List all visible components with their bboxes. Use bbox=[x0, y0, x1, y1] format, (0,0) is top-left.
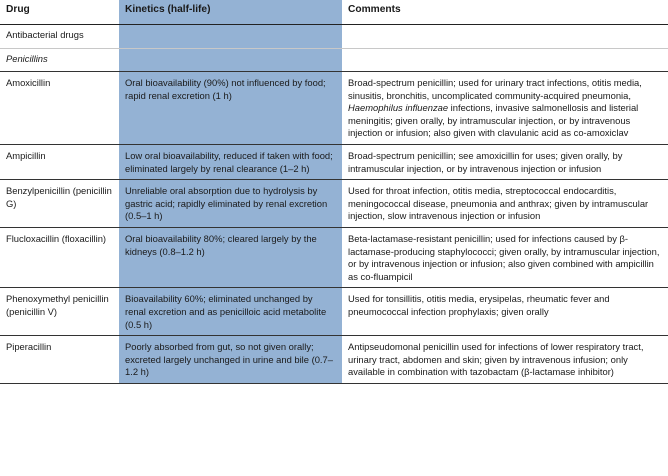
drug-name: Flucloxacillin (floxacillin) bbox=[0, 227, 119, 287]
kinetics-cell: Unreliable oral absorption due to hydrolysis by gastric acid; rapidly eliminated by renal excretion (0.5–1 h) bbox=[119, 180, 342, 228]
header-kinetics: Kinetics (half-life) bbox=[119, 0, 342, 25]
kinetics-cell: Bioavailability 60%; eliminated unchanged by renal excretion and as penicilloic acid metabolite (0.5 h) bbox=[119, 288, 342, 336]
drug-name: Ampicillin bbox=[0, 144, 119, 179]
drug-name: Amoxicillin bbox=[0, 72, 119, 145]
subsection-row bbox=[0, 49, 668, 72]
section-row bbox=[0, 25, 668, 49]
table-row bbox=[0, 288, 668, 336]
drug-name: Benzylpenicillin (penicillin G) bbox=[0, 180, 119, 228]
comments-cell: Used for tonsillitis, otitis media, erysipelas, rheumatic fever and pneumococcal infection prophylaxis; given orally bbox=[342, 288, 668, 336]
table-row bbox=[0, 227, 668, 287]
kinetics-cell: Low oral bioavailability, reduced if taken with food; eliminated largely by renal clearance (1–2 h) bbox=[119, 144, 342, 179]
comments-cell: Broad-spectrum penicillin; used for urinary tract infections, otitis media, sinusitis, bronchitis, uncomplicated community-acquired pneumonia, Haemophilus influenzae infections, invasive salmonellosis and listerial meningitis; given orally, by intramuscular injection, or by intravenous injection or infusion; also given with clavulanic acid as co-amoxiclav bbox=[342, 72, 668, 145]
table-row bbox=[0, 144, 668, 179]
kinetics-cell: Poorly absorbed from gut, so not given orally; excreted largely unchanged in urine and bile (0.7–1.2 h) bbox=[119, 336, 342, 384]
comments-cell: Used for throat infection, otitis media, streptococcal endocarditis, meningococcal disease, pneumonia and anthrax; given by intramuscular injection, slow intravenous injection or infusion bbox=[342, 180, 668, 228]
table-row bbox=[0, 336, 668, 384]
header-row bbox=[0, 0, 668, 25]
comments-cell: Antipseudomonal penicillin used for infections of lower respiratory tract, urinary tract, abdomen and skin; given by intravenous infusion; only available in combination with tazobactam (β-lactamase inhibitor) bbox=[342, 336, 668, 384]
section-label: Antibacterial drugs bbox=[6, 29, 84, 40]
kinetics-cell: Oral bioavailability 80%; cleared largely by the kidneys (0.8–1.2 h) bbox=[119, 227, 342, 287]
header-drug: Drug bbox=[0, 0, 119, 25]
table-row bbox=[0, 72, 668, 145]
header-comments: Comments bbox=[342, 0, 668, 25]
kinetics-cell: Oral bioavailability (90%) not influenced by food; rapid renal excretion (1 h) bbox=[119, 72, 342, 145]
drug-name: Phenoxymethyl penicillin (penicillin V) bbox=[0, 288, 119, 336]
subsection-label: Penicillins bbox=[0, 49, 119, 72]
table-row bbox=[0, 180, 668, 228]
comments-cell: Broad-spectrum penicillin; see amoxicillin for uses; given orally, by intramuscular injection, or by intravenous injection or infusion bbox=[342, 144, 668, 179]
drug-name: Piperacillin bbox=[0, 336, 119, 384]
comments-cell: Beta-lactamase-resistant penicillin; used for infections caused by β-lactamase-producing staphylococci; given orally, by intramuscular injection, or by intravenous injection or infusion; also given combined with ampicillin as co-fluampicil bbox=[342, 227, 668, 287]
